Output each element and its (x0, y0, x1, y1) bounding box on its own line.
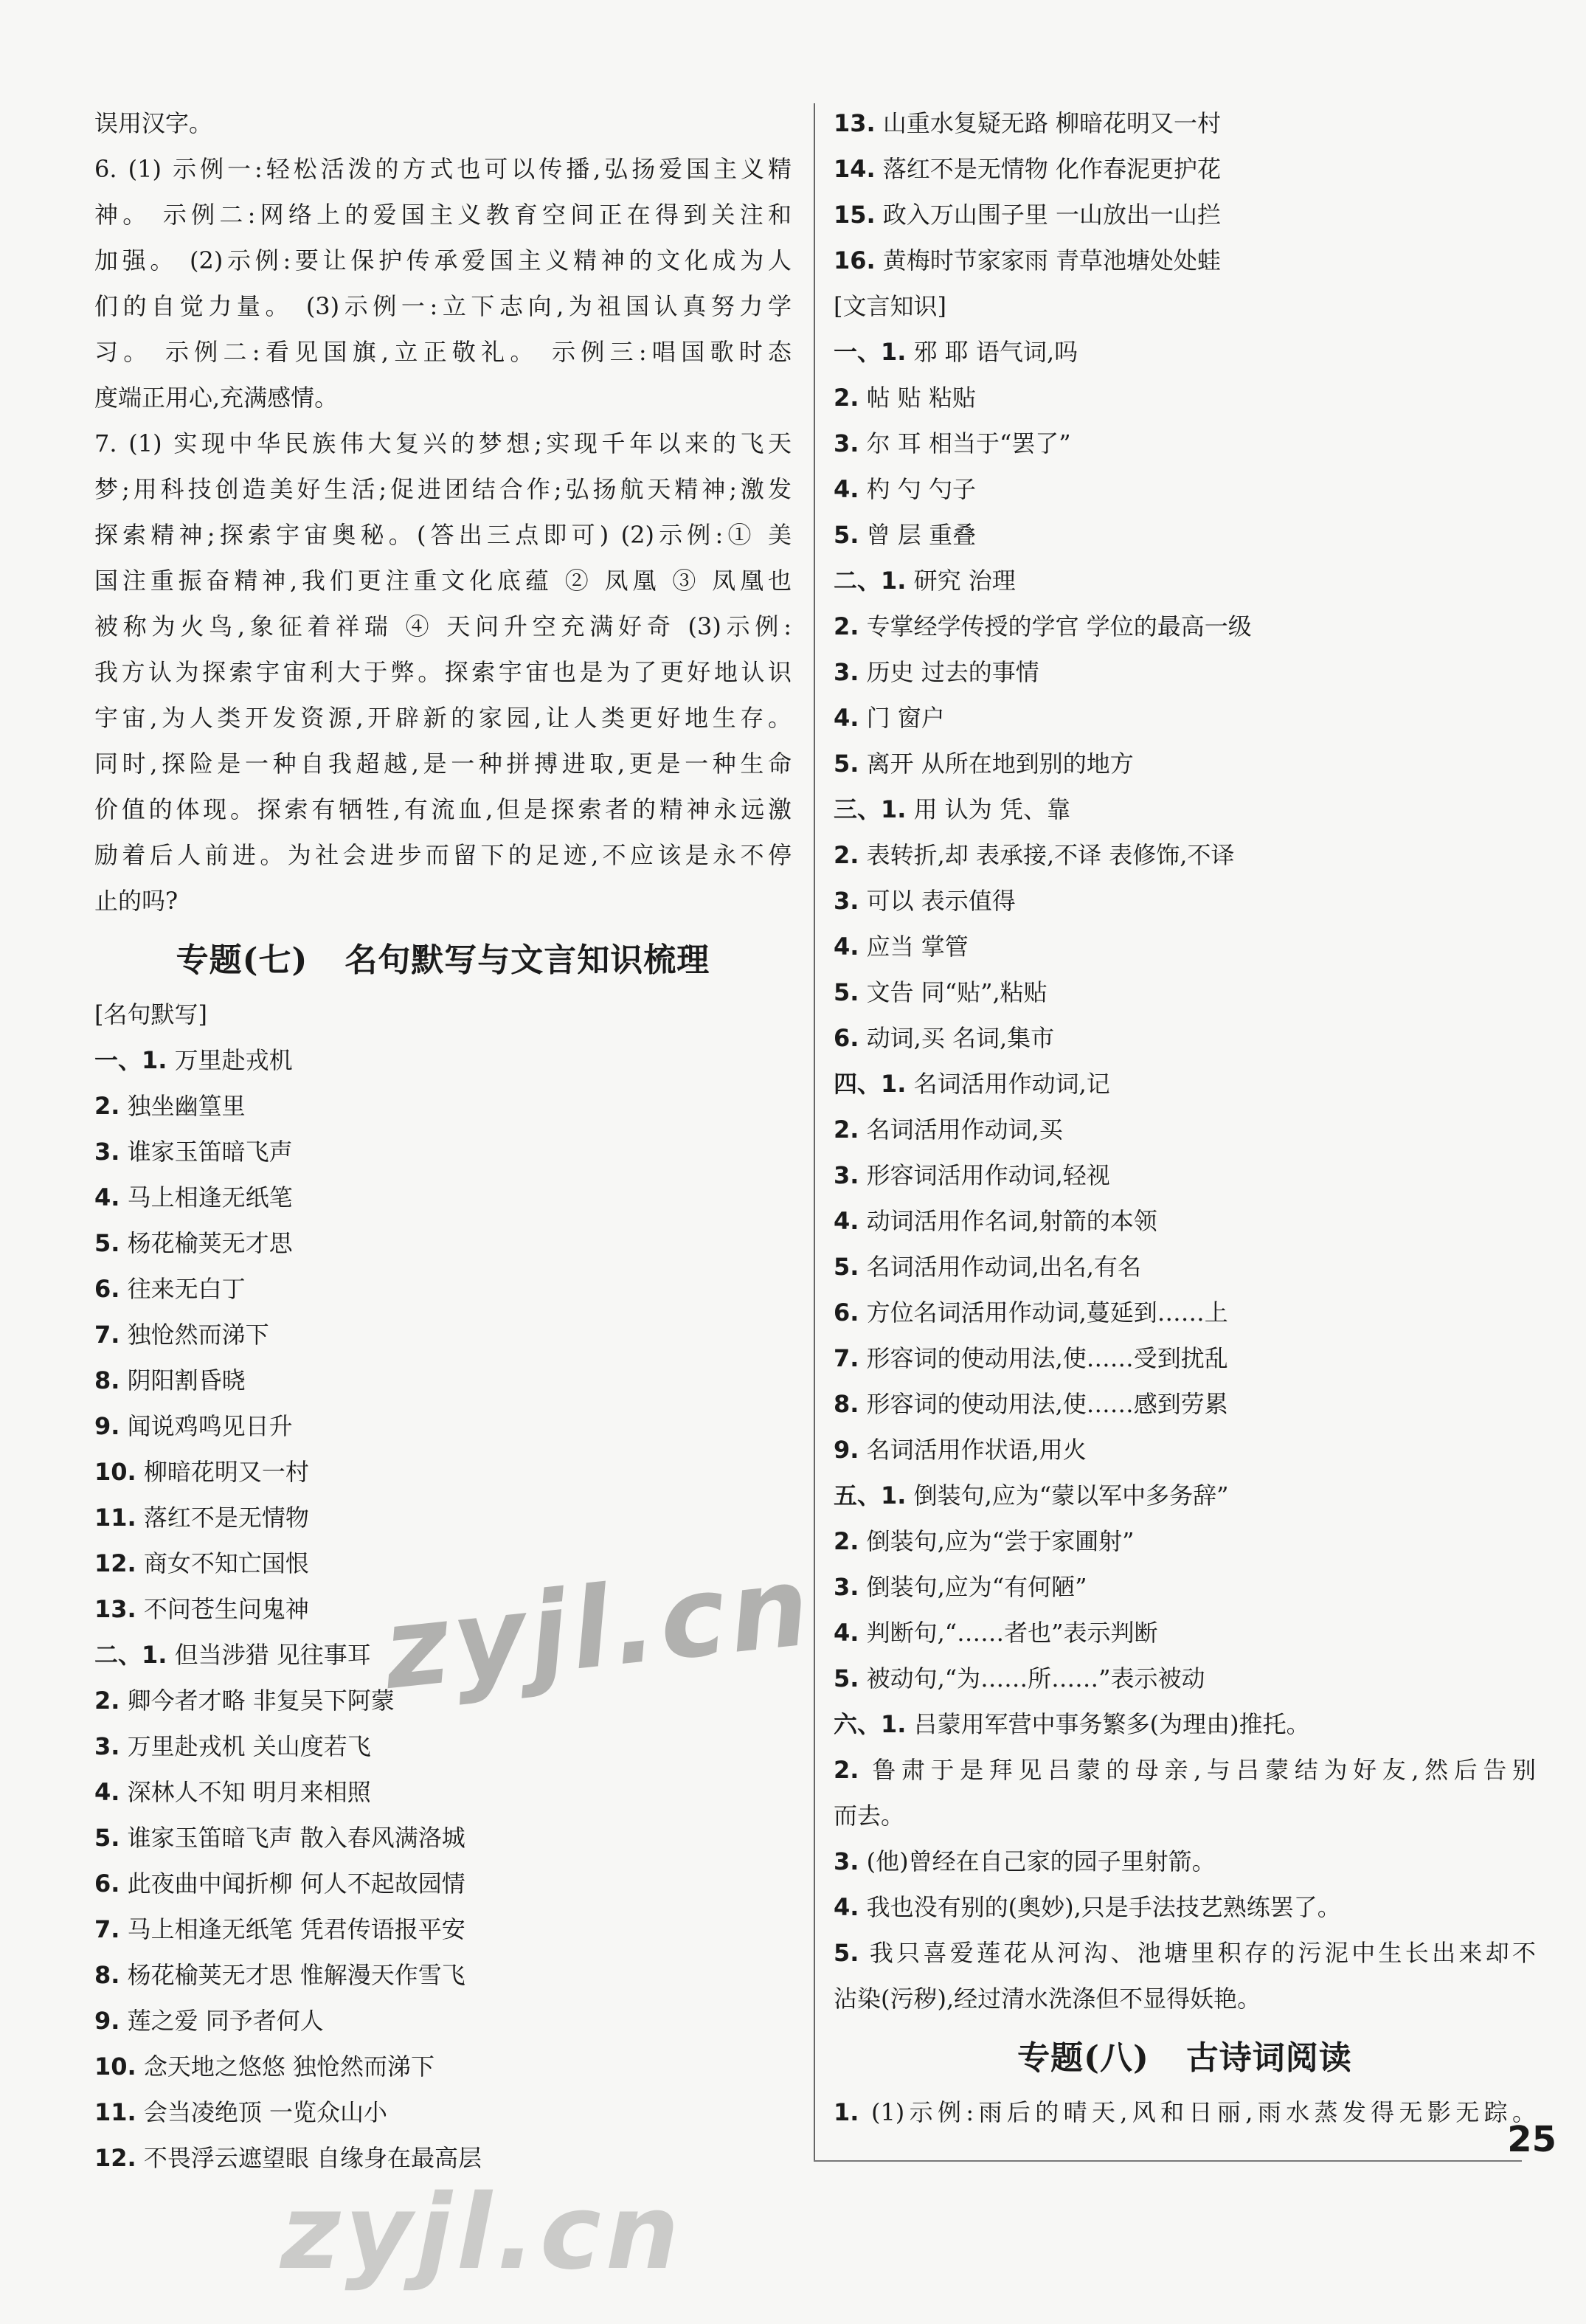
answer-text: 此夜曲中闻折柳 何人不起故园情 (127, 1870, 465, 1898)
answer-line (834, 786, 1536, 832)
classical-knowledge-answers (834, 329, 1536, 2022)
answer-text: 文告 同“贴”,粘贴 (866, 978, 1047, 1006)
item-number: 3. (94, 1138, 120, 1166)
answer-text: 落红不是无情物 (143, 1504, 309, 1532)
answer-text: 谁家玉笛暗飞声 散入春风满洛城 (127, 1824, 465, 1852)
answer-text: 往来无白丁 (127, 1275, 246, 1303)
item-number: 12. (94, 1549, 136, 1577)
answer-text: 探索精神;探索宇宙奥秘。(答出三点即可) (2)示例:① 美 (94, 521, 792, 549)
answer-text: 马上相逢无纸笔 凭君传语报平安 (127, 1915, 465, 1943)
answer-line (834, 1610, 1536, 1656)
item-number: 6. (834, 1298, 859, 1327)
item-number: 8. (94, 1366, 120, 1394)
item-number: 13. (94, 1595, 136, 1623)
answer-text: 形容词的使动用法,使……感到劳累 (866, 1390, 1228, 1418)
item-number: 9. (94, 2007, 120, 2035)
answer-line (94, 1403, 792, 1449)
answer-text: 闻说鸡鸣见日升 (127, 1412, 293, 1440)
answer-text: 落红不是无情物 化作春泥更护花 (882, 155, 1222, 183)
answer-line (94, 1952, 792, 1998)
answer-text: 可以 表示值得 (866, 887, 1016, 915)
item-number: 4. (834, 933, 859, 961)
item-number: 四、1. (834, 1070, 907, 1098)
answer-text: 会当凌绝顶 一览众山小 (143, 2098, 388, 2126)
answer-line (834, 1152, 1536, 1198)
item-number: 15. (834, 201, 876, 229)
item-number: 4. (94, 1778, 120, 1806)
answer-text: 历史 过去的事情 (866, 658, 1039, 686)
answer-text: 阴阳割昏晓 (127, 1366, 246, 1394)
item-number: 2. (94, 1687, 120, 1715)
answer-text: 独坐幽篁里 (127, 1092, 246, 1120)
answer-text: 万里赴戎机 关山度若飞 (127, 1732, 371, 1760)
answer-text: 国注重振奋精神,我们更注重文化底蕴 ② 凤凰 ③ 凤凰也 (94, 567, 792, 595)
answer-line (94, 786, 792, 832)
item-number: 7. (94, 1321, 120, 1349)
answer-text: 度端正用心,充满感情。 (94, 384, 339, 412)
answer-text: 用 认为 凭、靠 (913, 795, 1070, 823)
answer-text: 柳暗花明又一村 (143, 1458, 309, 1486)
item-number: 3. (94, 1732, 120, 1760)
answer-line (94, 1906, 792, 1952)
answer-text: 名词活用作动词,记 (913, 1070, 1110, 1098)
item-number: 3. (834, 1847, 859, 1875)
section-heading-7 (94, 924, 792, 992)
item-number: 2. (94, 1092, 120, 1120)
answer-text: 止的吗? (94, 887, 179, 915)
item-number: 一、1. (94, 1046, 167, 1074)
answer-line (834, 1930, 1536, 1976)
answer-line (834, 146, 1536, 192)
answer-text: 误用汉字。 (94, 109, 213, 137)
item-number: 五、1. (834, 1481, 907, 1509)
answer-text: 政入万山围子里 一山放出一山拦 (882, 201, 1222, 229)
answer-text: 我也没有别的(奥妙),只是手法技艺熟练罢了。 (866, 1893, 1341, 1921)
column-divider (814, 103, 815, 2162)
answer-text: 尔 耳 相当于“罢了” (866, 429, 1071, 457)
answer-text: 离开 从所在地到别的地方 (866, 750, 1134, 778)
item-number: 5. (834, 978, 859, 1006)
answer-text: 深林人不知 明月来相照 (127, 1778, 371, 1806)
answer-text: 习。 示例二:看见国旗,立正敬礼。 示例三:唱国歌时态 (94, 338, 792, 366)
left-column (94, 100, 792, 2181)
answer-text: 不问苍生问鬼神 (143, 1595, 309, 1623)
item-number: 4. (834, 1619, 859, 1647)
item-number: 10. (94, 2052, 136, 2081)
famous-lines-answers-continued (834, 100, 1536, 283)
answer-line (834, 329, 1536, 375)
answer-line (834, 878, 1536, 924)
answer-line (94, 283, 792, 329)
item-number: 5. (834, 750, 859, 778)
item-number: 6. (834, 1024, 859, 1052)
answer-line (834, 1564, 1536, 1610)
answer-text: 不畏浮云遮望眼 自缘身在最高层 (143, 2144, 482, 2172)
answer-line (94, 329, 792, 375)
answer-line (834, 1793, 1536, 1839)
answer-line (834, 604, 1536, 649)
answer-line (834, 832, 1536, 878)
answer-line (834, 695, 1536, 741)
item-number: 2. (834, 841, 859, 869)
answer-line (94, 878, 792, 924)
answer-line (834, 1290, 1536, 1335)
answer-line (94, 741, 792, 786)
section-label: 专题(八) (1017, 2039, 1149, 2077)
section-label: 专题(七) (176, 941, 308, 979)
item-number: 8. (834, 1390, 859, 1418)
answer-text: 门 窗户 (866, 704, 945, 732)
poetry-reading-answers (834, 2089, 1536, 2135)
answer-line (94, 192, 792, 238)
answer-text: 梦;用科技创造美好生活;促进团结合作;弘扬航天精神;激发 (94, 475, 792, 503)
answer-line (94, 1815, 792, 1861)
answer-text: 万里赴戎机 (174, 1046, 293, 1074)
item-number: 11. (94, 1504, 136, 1532)
item-number: 7. (834, 1344, 859, 1372)
item-number: 二、1. (94, 1641, 167, 1669)
item-number: 6. (94, 1870, 120, 1898)
answer-text: 研究 治理 (913, 567, 1016, 595)
answer-text: 吕蒙用军营中事务繁多(为理由)推托。 (913, 1710, 1310, 1738)
item-number: 9. (834, 1436, 859, 1464)
answer-line (94, 1723, 792, 1769)
item-number: 9. (94, 1412, 120, 1440)
item-number: 6. (94, 1275, 120, 1303)
answer-text: 而去。 (834, 1802, 905, 1830)
answer-line (834, 1518, 1536, 1564)
answer-text: 宇宙,为人类开发资源,开辟新的家园,让人类更好地生存。 (94, 704, 792, 732)
section-title: 名句默写与文言知识梳理 (344, 941, 710, 979)
answer-text: 独怆然而涕下 (127, 1321, 269, 1349)
item-number: 4. (834, 1893, 859, 1921)
item-number: 5. (94, 1824, 120, 1852)
item-number: 三、1. (834, 795, 907, 823)
answer-line (94, 1998, 792, 2044)
answer-text: 我方认为探索宇宙利大于弊。探索宇宙也是为了更好地认识 (94, 658, 792, 686)
footer-rule (814, 2160, 1522, 2162)
answer-text: 们的自觉力量。 (3)示例一:立下志向,为祖国认真努力学 (94, 292, 792, 320)
answer-line (834, 421, 1536, 466)
answer-text: 谁家玉笛暗飞声 (127, 1138, 293, 1166)
answer-line (94, 1769, 792, 1815)
answer-text: 我只喜爱莲花从河沟、池塘里积存的污泥中生长出来却不 (869, 1939, 1536, 1967)
item-number: 3. (834, 429, 859, 457)
item-number: 2. (834, 1527, 859, 1555)
answer-line (94, 466, 792, 512)
answer-line (834, 1747, 1536, 1793)
answer-text: 形容词活用作动词,轻视 (866, 1161, 1110, 1189)
answer-line (94, 649, 792, 695)
answer-text: 杨花榆荚无才思 (127, 1229, 293, 1257)
page-number: 25 (1507, 2119, 1556, 2160)
answer-text: 商女不知亡国恨 (143, 1549, 309, 1577)
item-number: 16. (834, 246, 876, 274)
answer-line (94, 1266, 792, 1312)
answer-line (834, 649, 1536, 695)
item-number: 11. (94, 2098, 136, 2126)
answer-line (834, 238, 1536, 283)
item-number: 5. (94, 1229, 120, 1257)
item-number: 4. (834, 704, 859, 732)
answer-text: (1)示例:雨后的晴天,风和日丽,雨水蒸发得无影无踪。 (870, 2098, 1536, 2126)
answer-line (834, 1656, 1536, 1701)
answer-text: 卿今者才略 非复吴下阿蒙 (127, 1687, 395, 1715)
answer-line (94, 604, 792, 649)
section-heading-8 (834, 2022, 1536, 2089)
item-number: 3. (834, 887, 859, 915)
answer-text: 山重水复疑无路 柳暗花明又一村 (882, 109, 1222, 137)
answer-text: 念天地之悠悠 独怆然而涕下 (143, 2052, 435, 2081)
answer-line (94, 1312, 792, 1358)
answer-line (834, 741, 1536, 786)
answer-line (834, 375, 1536, 421)
item-number: 4. (834, 1207, 859, 1235)
item-number: 二、1. (834, 567, 907, 595)
answer-line (834, 1381, 1536, 1427)
answer-text: 判断句,“……者也”表示判断 (866, 1619, 1158, 1647)
answer-text: 倒装句,应为“蒙以军中多务辞” (913, 1481, 1229, 1509)
answer-line (94, 1358, 792, 1403)
item-number: 六、1. (834, 1710, 907, 1738)
answer-text: 倒装句,应为“尝于家圃射” (866, 1527, 1135, 1555)
answer-line (94, 1861, 792, 1906)
answer-line (94, 1495, 792, 1540)
item-number: 12. (94, 2144, 136, 2172)
answer-text: 杨花榆荚无才思 惟解漫天作雪飞 (127, 1961, 465, 1989)
item-number: 13. (834, 109, 876, 137)
answer-line (94, 1220, 792, 1266)
answer-text: 形容词的使动用法,使……受到扰乱 (866, 1344, 1228, 1372)
answer-text: 鲁肃于是拜见吕蒙的母亲,与吕蒙结为好友,然后告别 (872, 1756, 1536, 1784)
answer-line (834, 1976, 1536, 2022)
answer-text: 动词,买 名词,集市 (866, 1024, 1055, 1052)
item-number: 5. (834, 521, 859, 549)
answer-line (834, 466, 1536, 512)
answer-text: 表转折,却 表承接,不译 表修饰,不译 (866, 841, 1235, 869)
answer-block-6-7 (94, 100, 792, 924)
answer-line (94, 512, 792, 558)
item-number: 8. (94, 1961, 120, 1989)
item-number: 2. (834, 1116, 859, 1144)
item-number: 4. (94, 1183, 120, 1211)
answer-text: 价值的体现。探索有牺牲,有流血,但是探索者的精神永远激 (94, 795, 792, 823)
answer-text: 马上相逢无纸笔 (127, 1183, 293, 1211)
answer-text: 名词活用作动词,出名,有名 (866, 1253, 1141, 1281)
item-number: 3. (834, 658, 859, 686)
watermark-logo: zyjl.cn (378, 1542, 820, 1715)
answer-line (94, 558, 792, 604)
answer-line (94, 421, 792, 466)
answer-line (834, 1473, 1536, 1518)
answer-text: 曾 层 重叠 (866, 521, 976, 549)
answer-line (834, 1839, 1536, 1884)
answer-line (834, 100, 1536, 146)
answer-text: (他)曾经在自己家的园子里射箭。 (866, 1847, 1216, 1875)
answer-line (94, 695, 792, 741)
answer-line (834, 192, 1536, 238)
answer-text: 专掌经学传授的学官 学位的最高一级 (866, 612, 1252, 640)
answer-text: 帖 贴 粘贴 (866, 384, 976, 412)
answer-line (94, 1129, 792, 1175)
answer-line (94, 1449, 792, 1495)
answer-line (834, 1427, 1536, 1473)
item-number: 10. (94, 1458, 136, 1486)
subsection-label-famous-lines: [名句默写] (94, 1000, 207, 1028)
answer-text: 被动句,“为……所……”表示被动 (866, 1664, 1205, 1692)
answer-text: 加强。 (2)示例:要让保护传承爱国主义精神的文化成为人 (94, 246, 792, 274)
answer-text: 沾染(污秽),经过清水洗涤但不显得妖艳。 (834, 1985, 1261, 2013)
item-number: 4. (834, 475, 859, 503)
answer-text: 杓 勺 勺子 (866, 475, 976, 503)
answer-text: 但当涉猎 见往事耳 (174, 1641, 371, 1669)
answer-line (94, 1037, 792, 1083)
answer-text: 倒装句,应为“有何陋” (866, 1573, 1087, 1601)
answer-text: 莲之爱 同予者何人 (127, 2007, 324, 2035)
section-title: 古诗词阅读 (1185, 2039, 1352, 2077)
answer-text: 名词活用作动词,买 (866, 1116, 1063, 1144)
answer-line (94, 2044, 792, 2089)
answer-line (94, 1083, 792, 1129)
answer-text: 6. (1) 示例一:轻松活泼的方式也可以传播,弘扬爱国主义精 (94, 155, 792, 183)
answer-text: 黄梅时节家家雨 青草池塘处处蛙 (882, 246, 1222, 274)
answer-line (834, 969, 1536, 1015)
answer-line (834, 1701, 1536, 1747)
answer-line (94, 2089, 792, 2135)
answer-text: 应当 掌管 (866, 933, 969, 961)
answer-line (834, 1198, 1536, 1244)
answer-line (94, 146, 792, 192)
subsection-label-classical-knowledge: [文言知识] (834, 292, 946, 320)
item-number: 1. (834, 2098, 859, 2126)
answer-line (834, 512, 1536, 558)
answer-line (94, 832, 792, 878)
answer-line (94, 238, 792, 283)
answer-line (834, 1061, 1536, 1107)
answer-line (834, 2089, 1536, 2135)
answer-text: 方位名词活用作动词,蔓延到……上 (866, 1298, 1228, 1327)
answer-line (94, 1175, 792, 1220)
answer-text: 励着后人前进。为社会进步而留下的足迹,不应该是永不停 (94, 841, 792, 869)
answer-line (834, 1107, 1536, 1152)
item-number: 7. (94, 1915, 120, 1943)
answer-line (834, 1884, 1536, 1930)
item-number: 2. (834, 612, 859, 640)
item-number: 3. (834, 1161, 859, 1189)
watermark-logo-bottom: zyjl.cn (280, 2173, 684, 2293)
answer-line (834, 1244, 1536, 1290)
answer-text: 同时,探险是一种自我超越,是一种拼搏进取,更是一种生命 (94, 750, 792, 778)
item-number: 3. (834, 1573, 859, 1601)
item-number: 2. (834, 1756, 859, 1784)
answer-text: 邪 耶 语气词,吗 (913, 338, 1078, 366)
answer-text: 名词活用作状语,用火 (866, 1436, 1087, 1464)
item-number: 14. (834, 155, 876, 183)
answer-line (94, 375, 792, 421)
item-number: 5. (834, 1664, 859, 1692)
item-number: 5. (834, 1253, 859, 1281)
right-column (834, 100, 1536, 2135)
answer-text: 动词活用作名词,射箭的本领 (866, 1207, 1157, 1235)
answer-line (834, 558, 1536, 604)
answer-line (94, 100, 792, 146)
answer-text: 7. (1) 实现中华民族伟大复兴的梦想;实现千年以来的飞天 (94, 429, 792, 457)
answer-line (834, 1015, 1536, 1061)
answer-line (834, 1335, 1536, 1381)
answer-text: 被称为火鸟,象征着祥瑞 ④ 天问升空充满好奇 (3)示例: (94, 612, 792, 640)
item-number: 一、1. (834, 338, 907, 366)
item-number: 5. (834, 1939, 859, 1967)
answer-line (834, 924, 1536, 969)
answer-text: 神。 示例二:网络上的爱国主义教育空间正在得到关注和 (94, 201, 792, 229)
item-number: 2. (834, 384, 859, 412)
